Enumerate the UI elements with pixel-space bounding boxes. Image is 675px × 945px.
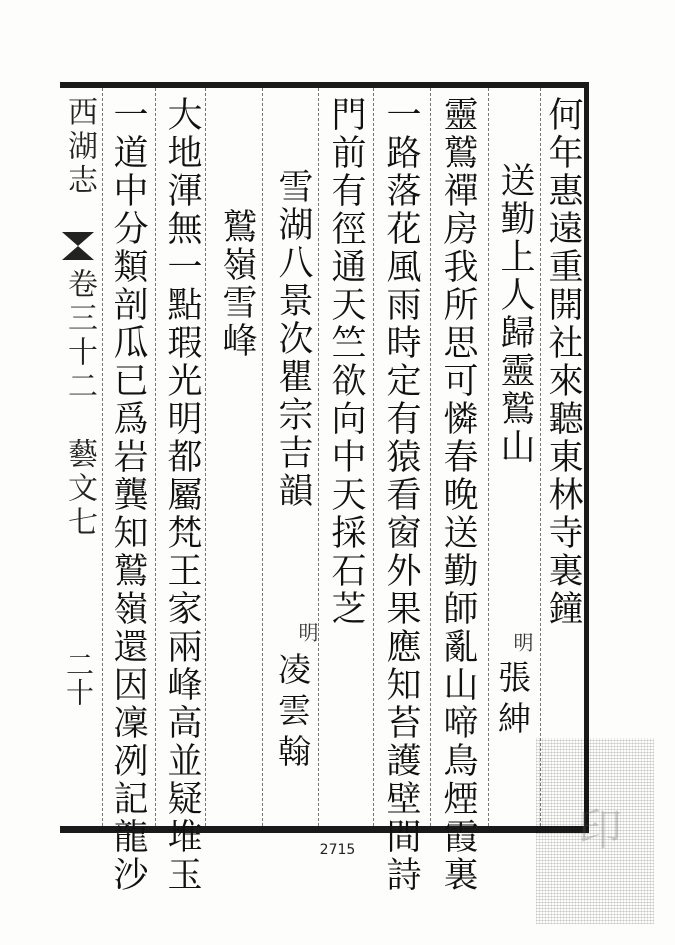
author-dynasty: 明 xyxy=(510,632,534,652)
text-column: 一道中分類剖瓜已爲岩龔知鷲嶺還因凜冽記龍沙 xyxy=(108,96,148,894)
page-number: 2715 xyxy=(319,842,356,858)
margin-section: 卷三十二 藝文七 xyxy=(62,268,97,540)
column-rule xyxy=(205,88,206,826)
text-column: 何年惠遠重開社來聽東林寺裏鐘 xyxy=(543,96,583,628)
column-rule xyxy=(430,88,431,826)
fish-tail-mark-icon xyxy=(58,228,98,264)
author-dynasty: 明 xyxy=(295,622,319,642)
column-rule xyxy=(488,88,489,826)
poem-title: 雪湖八景次瞿宗吉韻 xyxy=(273,168,313,510)
text-column: 門前有徑通天竺欲向中天採石芝 xyxy=(326,96,366,628)
text-column: 大地渾無一點瑕光明都屬梵王家兩峰高並疑堆玉 xyxy=(162,96,202,894)
column-rule xyxy=(262,88,263,826)
margin-leaf-number: 二十 xyxy=(62,650,95,706)
frame-top-border xyxy=(60,82,588,88)
author-name: 凌雲翰 xyxy=(273,652,312,775)
column-rule xyxy=(318,88,319,826)
text-column: 一路落花風雨時定有猿看窗外果應知苔護壁間詩 xyxy=(381,96,421,894)
column-rule xyxy=(540,88,541,826)
text-column: 靈鷲禪房我所思可憐春晚送勤師亂山啼鳥煙霞裏 xyxy=(438,96,478,894)
author-name: 張紳 xyxy=(493,660,532,742)
seal-text: 印 xyxy=(570,806,621,856)
frame-right-border xyxy=(584,82,589,833)
column-rule xyxy=(155,88,156,826)
margin-book-title: 西湖志 xyxy=(62,96,97,198)
column-rule xyxy=(373,88,374,826)
poem-subtitle: 鷲嶺雪峰 xyxy=(217,208,257,360)
library-seal-stamp xyxy=(536,738,654,924)
poem-title: 送勤上人歸靈鷲山 xyxy=(495,162,535,466)
column-rule xyxy=(102,88,103,826)
